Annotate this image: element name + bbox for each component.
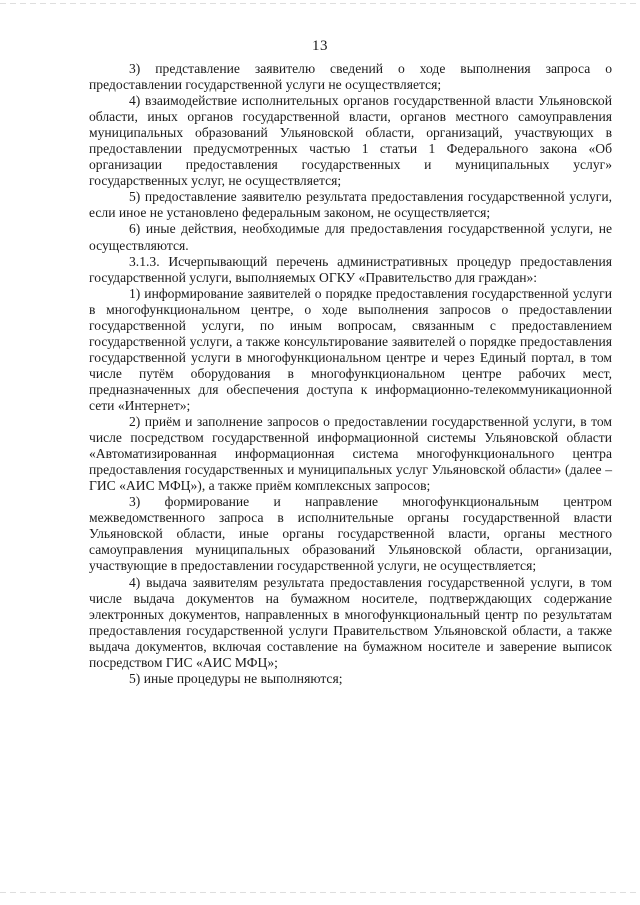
- paragraph-item-3: 3) представление заявителю сведений о ходе выполнения запроса о предоставлении государственной услуги не осуществляется;: [89, 61, 612, 93]
- paragraph-item-6: 6) иные действия, необходимые для предоставления государственной услуги, не осуществляются.: [89, 221, 612, 253]
- page-number: 13: [312, 38, 328, 54]
- paragraph-procedure-3: 3) формирование и направление многофункциональным центром межведомственного запроса в исполнительные органы государственной власти Ульяновской области, иные органы государственной власти, органы местного самоуправления муниципальных образований Ульяновской области, организации, участвующие в предоставлении государственной услуги, не осуществляется;: [89, 494, 612, 574]
- paragraph-item-4: 4) взаимодействие исполнительных органов государственной власти Ульяновской области, иных органов государственной власти, органов местного самоуправления муниципальных образований Ульяновской области, организаций, участвующих в предоставлении предусмотренных частью 1 статьи 1 Федерального закона «Об организации предоставления государственных и муниципальных услуг» государственных услуг, не осуществляется;: [89, 93, 612, 189]
- paragraph-procedure-4: 4) выдача заявителям результата предоставления государственной услуги, в том числе выдача документов на бумажном носителе, подтверждающих содержание электронных документов, направленных в многофункциональный центр по результатам предоставления государственной услуги Правительством Ульяновской области, а также выдача документов, включая составление на бумажном носителе и заверение выписок посредством ГИС «АИС МФЦ»;: [89, 574, 612, 670]
- paragraph-section-3-1-3: 3.1.3. Исчерпывающий перечень административных процедур предоставления государственной услуги, выполняемых ОГКУ «Правительство для граждан»:: [89, 253, 612, 285]
- paragraph-item-5: 5) предоставление заявителю результата предоставления государственной услуги, если иное не установлено федеральным законом, не осуществляется;: [89, 189, 612, 221]
- scan-artifact-bottom: [0, 892, 640, 893]
- scan-artifact-top: [0, 3, 640, 4]
- paragraph-procedure-2: 2) приём и заполнение запросов о предоставлении государственной услуги, в том числе посредством государственной информационной системы Ульяновской области «Автоматизированная информационная система многофункционального центра предоставления государственных и муниципальных услуг Ульяновской области» (далее – ГИС «АИС МФЦ»), а также приём комплексных запросов;: [89, 414, 612, 494]
- document-body: [89, 61, 612, 687]
- paragraph-procedure-1: 1) информирование заявителей о порядке предоставления государственной услуги в многофункциональном центре, о ходе выполнения запросов о предоставлении государственной услуги, по иным вопросам, связанным с предоставлением государственной услуги, а также консультирование заявителей о порядке предоставления государственной услуги в многофункциональном центре и через Единый портал, в том числе путём оборудования в многофункциональном центре рабочих мест, предназначенных для обеспечения доступа к информационно-телекоммуникационной сети «Интернет»;: [89, 285, 612, 413]
- paragraph-procedure-5: 5) иные процедуры не выполняются;: [129, 670, 343, 686]
